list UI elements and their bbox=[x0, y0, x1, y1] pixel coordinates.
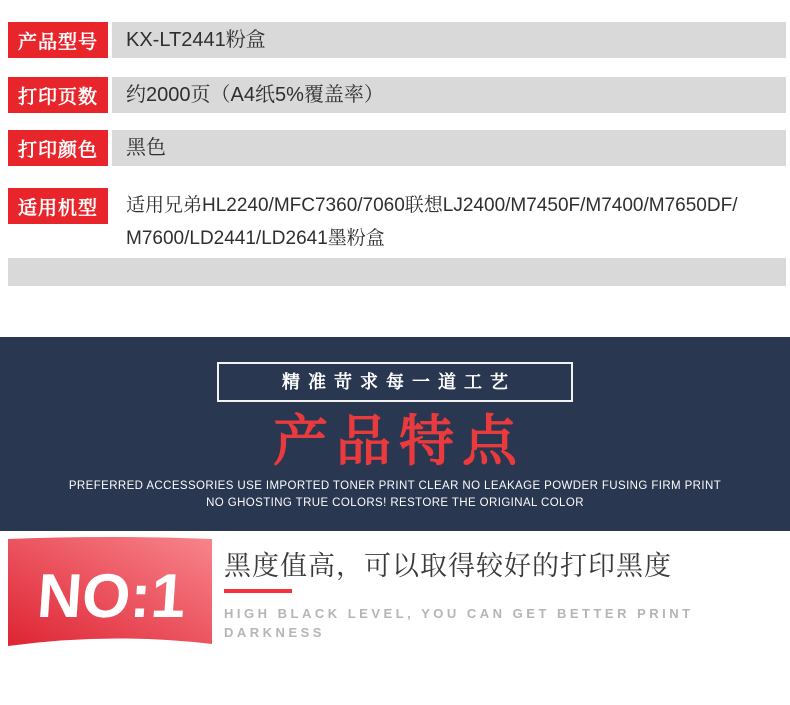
spec-label-model: 产品型号 bbox=[8, 22, 108, 58]
feature-heading-en-line-2: DARKNESS bbox=[224, 625, 325, 640]
banner-subtitle-line-2: NO GHOSTING TRUE COLORS! RESTORE THE ORIGINAL COLOR bbox=[206, 497, 584, 509]
feature-heading-en-line-1: HIGH BLACK LEVEL, YOU CAN GET BETTER PRINT bbox=[224, 606, 694, 621]
feature-no1-section bbox=[0, 537, 790, 655]
spec-table bbox=[8, 22, 786, 286]
banner-subtitle-line-1: PREFERRED ACCESSORIES USE IMPORTED TONER PRINT CLEAR NO LEAKAGE POWDER FUSING FIRM PRINT bbox=[68, 480, 722, 492]
feature-heading-underline bbox=[224, 589, 292, 593]
feature-heading-en bbox=[224, 604, 694, 642]
spec-empty-bar bbox=[8, 258, 786, 286]
spec-row-pages bbox=[8, 77, 786, 113]
spec-label-pages: 打印页数 bbox=[8, 77, 108, 113]
spec-label-color: 打印颜色 bbox=[8, 130, 108, 166]
no1-badge-text: NO:1 bbox=[34, 562, 188, 631]
feature-heading-zh: 黑度值高，可以取得较好的打印黑度 bbox=[224, 551, 672, 581]
spec-row-model bbox=[8, 22, 786, 58]
spec-row-compatible-models bbox=[8, 188, 786, 255]
no1-ribbon-badge bbox=[8, 537, 212, 648]
banner-title: 产品特点 bbox=[272, 410, 525, 472]
spec-value-color: 黑色 bbox=[112, 130, 786, 166]
spec-row-color bbox=[8, 130, 786, 166]
spec-label-compatible-models: 适用机型 bbox=[8, 188, 108, 224]
spec-value-model: KX-LT2441粉盒 bbox=[112, 22, 786, 58]
spec-value-compatible-models bbox=[112, 188, 786, 255]
slogan-box: 精准苛求每一道工艺 bbox=[217, 362, 573, 402]
spec-value-pages: 约2000页（A4纸5%覆盖率） bbox=[112, 77, 786, 113]
compatible-models-line-2: M7600/LD2441/LD2641墨粉盒 bbox=[126, 228, 385, 249]
compatible-models-line-1: 适用兄弟HL2240/MFC7360/7060联想LJ2400/M7450F/M7400/M7650DF/ bbox=[126, 195, 738, 216]
feature-banner bbox=[0, 337, 790, 531]
